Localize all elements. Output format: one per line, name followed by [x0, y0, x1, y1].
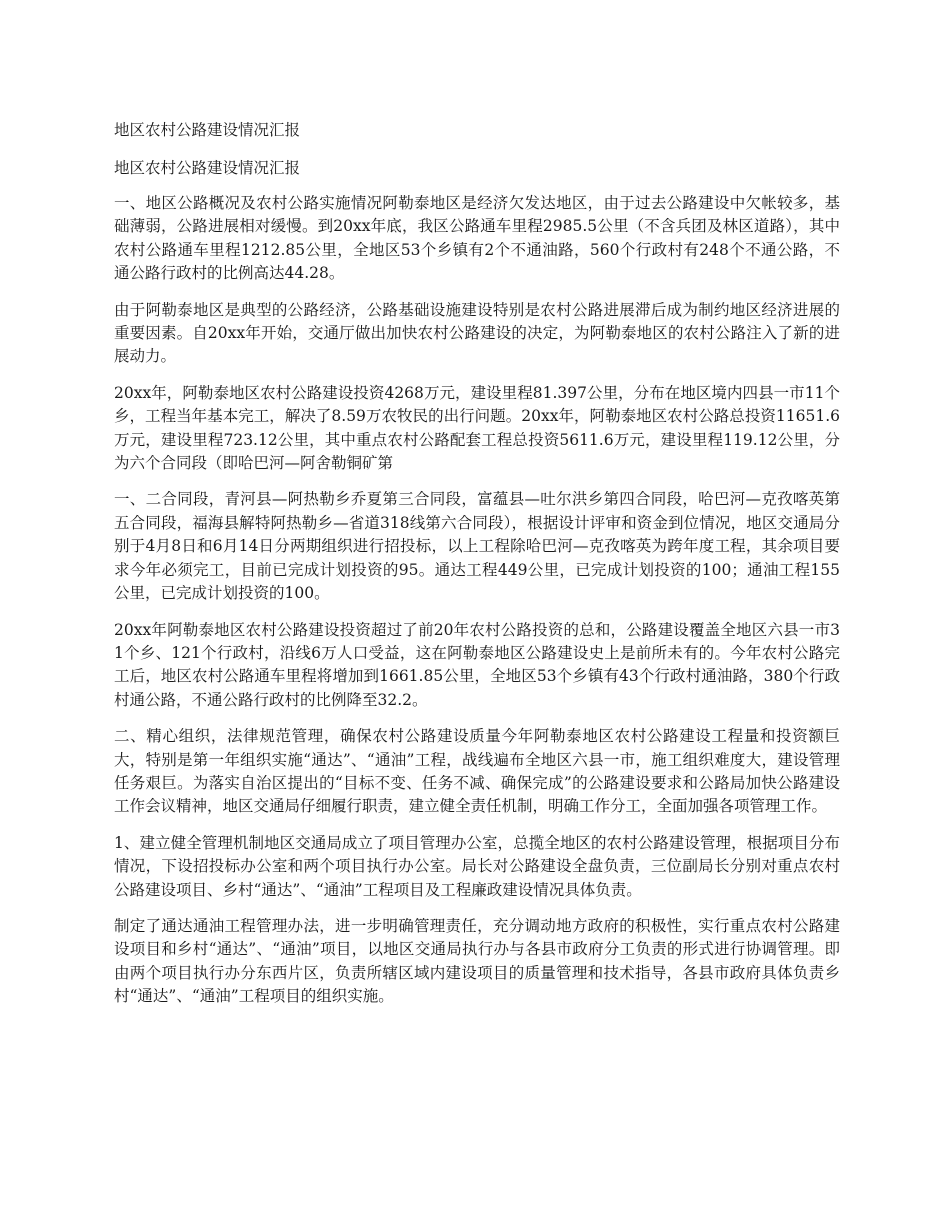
paragraph-investment: 20xx年，阿勒泰地区农村公路建设投资4268万元，建设里程81.397公里，分布在地区境内四县一市11个乡，工程当年基本完工，解决了8.59万农牧民的出行问题。20xx年，阿勒泰地区农村公路总投资11651.6万元，建设里程723.12公里，其中重点农村公路配套工程总投资5611.6万元，建设里程119.12公里，分为六个合同段（即哈巴河—阿舍勒铜矿第	[114, 383, 840, 473]
paragraph-coverage: 20xx年阿勒泰地区农村公路建设投资超过了前20年农村公路投资的总和，公路建设覆盖全地区六县一市31个乡、121个行政村，沿线6万人口受益，这在阿勒泰地区公路建设史上是前所未有的。今年农村公路完工后，地区农村公路通车里程将增加到1661.85公里，全地区53个乡镇有43个行政村通油路，380个行政村通公路，不通公路行政村的比例降至32.2。	[114, 620, 840, 709]
document-subtitle: 地区农村公路建设情况汇报	[114, 159, 301, 177]
paragraph-overview: 一、地区公路概况及农村公路实施情况阿勒泰地区是经济欠发达地区，由于过去公路建设中欠帐较多，基础薄弱，公路进展相对缓慢。到20xx年底，我区公路通车里程2985.5公里（不含兵团及林区道路），其中农村公路通车里程1212.85公里，全地区53个乡镇有2个不通油路，560个行政村有248个不通公路，不通公路行政村的比例高达44.28。	[114, 194, 840, 283]
paragraph-management-mechanism: 1、建立健全管理机制地区交通局成立了项目管理办公室，总揽全地区的农村公路建设管理，根据项目分布情况，下设招投标办公室和两个项目执行办公室。局长对公路建设全盘负责，三位副局长分别对重点农村公路建设项目、乡村“通达”、“通油”工程项目及工程廉政建设情况具体负责。	[114, 833, 840, 899]
paragraph-background: 由于阿勒泰地区是典型的公路经济，公路基础设施建设特别是农村公路进展滞后成为制约地区经济进展的重要因素。自20xx年开始，交通厅做出加快农村公路建设的决定，为阿勒泰地区的农村公路注入了新的进展动力。	[114, 300, 840, 366]
paragraph-contract-sections: 一、二合同段，青河县—阿热勒乡乔夏第三合同段，富蕴县—吐尔洪乡第四合同段，哈巴河—克孜喀英第五合同段，福海县解特阿热勒乡—省道318线第六合同段），根据设计评审和资金到位情况，地区交通局分别于4月8日和6月14日分两期组织进行招投标，以上工程除哈巴河—克孜喀英为跨年度工程，其余项目要求今年必须完工，目前已完成计划投资的95。通达工程449公里，已完成计划投资的100；通油工程155公里，已完成计划投资的100。	[114, 490, 840, 603]
paragraph-organization: 二、精心组织，法律规范管理，确保农村公路建设质量今年阿勒泰地区农村公路建设工程量和投资额巨大，特别是第一年组织实施“通达”、“通油”工程，战线遍布全地区六县一市，施工组织难度大，建设管理任务艰巨。为落实自治区提出的“目标不变、任务不减、确保完成”的公路建设要求和公路局加快公路建设工作会议精神，地区交通局仔细履行职责，建立健全责任机制，明确工作分工，全面加强各项管理工作。	[114, 727, 840, 816]
document-title: 地区农村公路建设情况汇报	[114, 121, 301, 139]
paragraph-management-rules: 制定了通达通油工程管理办法，进一步明确管理责任，充分调动地方政府的积极性，实行重点农村公路建设项目和乡村“通达”、“通油”项目，以地区交通局执行办与各县市政府分工负责的形式进行协调管理。即由两个项目执行办分东西片区，负责所辖区域内建设项目的质量管理和技术指导，各县市政府具体负责乡村“通达”、“通油”工程项目的组织实施。	[114, 916, 840, 1006]
document-page	[114, 118, 840, 1022]
